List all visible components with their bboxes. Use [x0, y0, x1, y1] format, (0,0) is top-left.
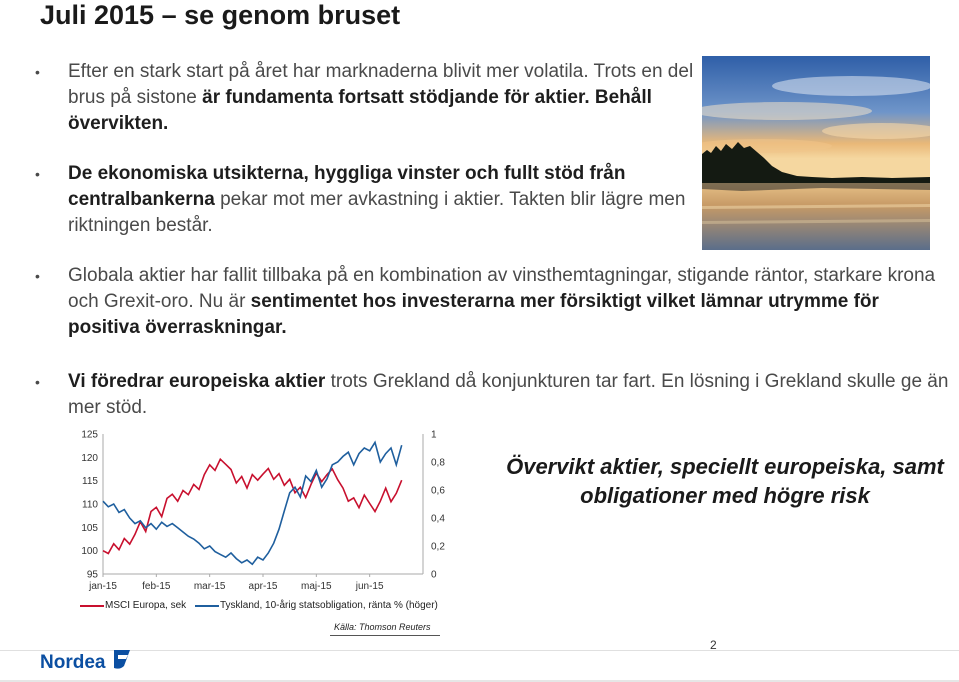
- bullet-3: [68, 263, 953, 341]
- slide-title: Juli 2015 – se genom bruset: [40, 0, 401, 30]
- y-right-tick-0-6: 0,6: [431, 485, 445, 497]
- x-tick-mar-15: mar-15: [193, 581, 226, 592]
- legend-label-msci: MSCI Europa, sek: [105, 600, 187, 611]
- x-ticks: [88, 574, 384, 592]
- y-left-tick-120: 120: [81, 452, 98, 464]
- y-right-ticks: [431, 430, 445, 581]
- bullet-3-text-b: sentimentet hos investerarna mer försiktigt vilket lämnar utrymme för positiva överraskningar.: [68, 291, 879, 338]
- bullet-2-text-a: De ekonomiska utsikterna, hyggliga vinster och fullt stöd från centralbankerna: [68, 163, 626, 210]
- y-right-tick-0: 0: [431, 569, 437, 581]
- source-underline: [330, 635, 440, 636]
- bullet-4-text-a: Vi föredrar europeiska aktier: [68, 371, 326, 392]
- nordea-logo-text: Nordea: [40, 652, 106, 673]
- y-left-tick-105: 105: [81, 522, 98, 534]
- y-left-tick-125: 125: [81, 429, 98, 441]
- x-tick-feb-15: feb-15: [142, 581, 171, 592]
- callout-text: Övervikt aktier, speciellt europeiska, samt obligationer med högre risk: [506, 454, 944, 508]
- bullet-3-text-a: Globala aktier har fallit tillbaka på en kombination av vinsthemtagningar, stigande räntor, starkare krona och Grexit-oro. Nu är: [68, 265, 936, 312]
- y-left-tick-110: 110: [82, 499, 98, 511]
- legend-swatch-msci: [80, 605, 104, 607]
- footer-divider: [0, 650, 959, 651]
- y-right-tick-0-2: 0,2: [431, 541, 445, 553]
- y-left-tick-115: 115: [82, 476, 98, 488]
- bullet-1-text-b: är fundamenta fortsatt stödjande för aktier. Behåll övervikten.: [68, 87, 652, 134]
- series-line-msci-europa: [103, 459, 402, 553]
- bullet-2-text-b: pekar mot mer avkastning i aktier. Takten blir lägre men riktningen består.: [68, 189, 686, 236]
- lake-sunset-photo: [702, 56, 930, 250]
- y-right-tick-0-8: 0,8: [431, 457, 445, 469]
- x-tick-apr-15: apr-15: [248, 581, 278, 592]
- line-chart: [0, 420, 470, 650]
- y-left-tick-95: 95: [86, 569, 98, 581]
- bullet-4-text-b: trots Grekland då konjunkturen tar fart. En lösning i Grekland skulle ge än mer stöd.: [68, 371, 949, 418]
- chart-source: Källa: Thomson Reuters: [334, 622, 431, 632]
- x-tick-maj-15: maj-15: [301, 581, 332, 592]
- legend-swatch-bund: [195, 605, 219, 607]
- nordea-logo: [40, 646, 135, 674]
- nordea-wing-icon: [114, 650, 130, 669]
- bullet-1: [68, 59, 708, 137]
- bullet-2: [68, 161, 708, 239]
- bullet-1-text-a: Efter en stark start på året har marknaderna blivit mer volatila. Trots en del brus på sistone: [68, 61, 694, 108]
- page-number: 2: [710, 638, 717, 652]
- x-tick-jun-15: jun-15: [355, 581, 384, 592]
- y-left-tick-100: 100: [81, 546, 98, 558]
- x-tick-jan-15: jan-15: [89, 581, 117, 592]
- y-right-tick-0-4: 0,4: [431, 513, 445, 525]
- y-left-ticks: [81, 430, 98, 581]
- legend-label-bund: Tyskland, 10-årig statsobligation, ränta % (höger): [220, 600, 438, 611]
- bullet-4: [68, 369, 958, 421]
- y-right-tick-1: 1: [431, 429, 437, 441]
